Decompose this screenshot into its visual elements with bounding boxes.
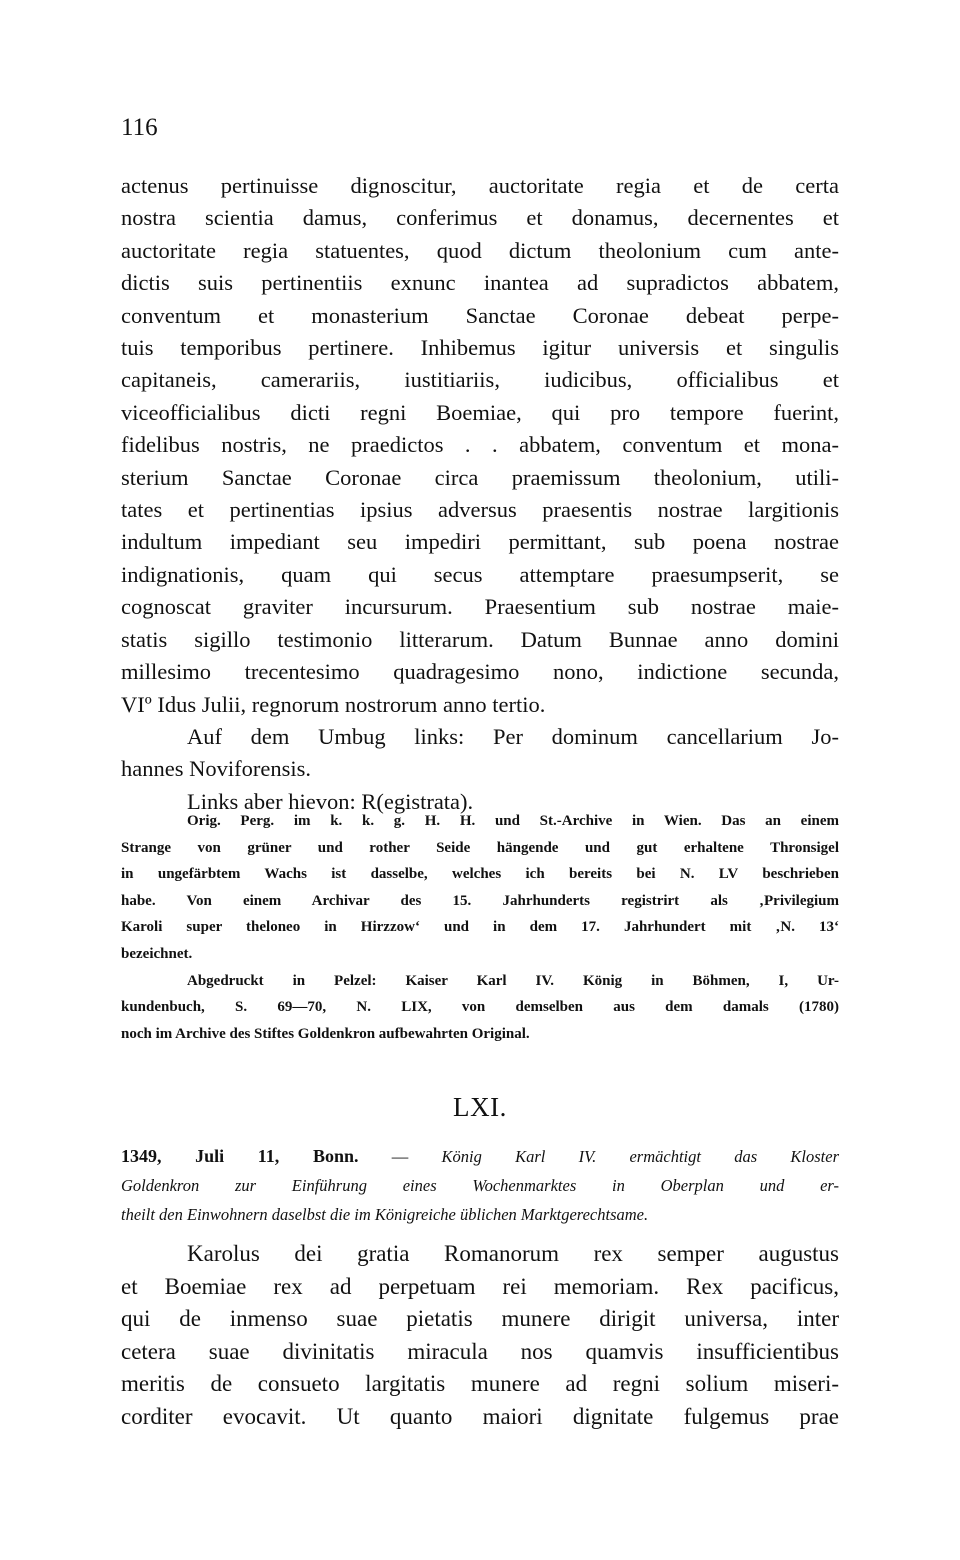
document-number-heading: LXI. [453, 1092, 507, 1122]
text-line: corditer evocavit. Ut quanto maiori dignitate fulgemus prae [121, 1403, 839, 1429]
charter-text-continued [121, 170, 839, 818]
text-line: tates et pertinentias ipsius adversus praesentis nostrae largitionis [121, 497, 839, 523]
note-line: kundenbuch, S. 69—70, N. LIX, von demselben aus dem damals (1780) [121, 999, 839, 1016]
note-line: noch im Archive des Stiftes Goldenkron aufbewahrten Original. [121, 1025, 530, 1042]
archival-notes [121, 808, 839, 1047]
text-line: meritis de consueto largitatis munere ad regni solium miseri- [121, 1371, 839, 1396]
note-line: Abgedruckt in Pelzel: Kaiser Karl IV. König in Böhmen, I, Ur- [187, 972, 839, 989]
text-line: millesimo trecentesimo quadragesimo nono, indictione secunda, [121, 659, 839, 685]
note-line: Orig. Perg. im k. k. g. H. H. und St.-Archive in Wien. Das an einem [187, 813, 839, 829]
text-line: et Boemiae rex ad perpetuam rei memoriam. Rex pacificus, [121, 1273, 839, 1299]
text-line: Links aber hievon: R(egistrata). [187, 788, 474, 814]
regest [121, 1142, 839, 1229]
text-line: capitaneis, camerariis, iustitiariis, iudicibus, officialibus et [121, 367, 839, 393]
text-line: qui de inmenso suae pietatis munere dirigit universa, inter [121, 1306, 839, 1331]
text-line: VIº Idus Julii, regnorum nostrorum anno tertio. [121, 691, 546, 717]
note-line: bezeichnet. [121, 945, 193, 962]
regest-summary-start: König Karl IV. ermächtigt das Kloster [441, 1147, 839, 1166]
text-line: statis sigillo testimonio litterarum. Datum Bunnae anno domini [121, 626, 839, 652]
text-line: Auf dem Umbug links: Per dominum cancellarium Jo- [187, 723, 839, 749]
text-line: cetera suae divinitatis miracula nos quamvis insufficientibus [121, 1338, 839, 1364]
charter-text-new [121, 1238, 839, 1433]
note-line: in ungefärbtem Wachs ist dasselbe, welches ich bereits bei N. LV beschrieben [121, 866, 839, 883]
note-line: habe. Von einem Archivar des 15. Jahrhunderts registrirt als ‚Privilegium [121, 892, 839, 909]
text-line: hannes Noviforensis. [121, 756, 311, 782]
text-line: fidelibus nostris, ne praedictos . . abbatem, conventum et mona- [121, 432, 839, 458]
regest-dash: — [358, 1147, 442, 1166]
text-line: tuis temporibus pertinere. Inhibemus igitur universis et singulis [121, 335, 839, 361]
regest-line: Goldenkron zur Einführung eines Wochenmarktes in Oberplan und er- [121, 1176, 839, 1195]
regest-line [121, 1142, 839, 1171]
text-line: cognoscat graviter incursurum. Praesentium sub nostrae maie- [121, 594, 839, 620]
note-line: Karoli super theloneo in Hirzzow‘ und in dem 17. Jahrhundert mit ‚N. 13‘ [121, 919, 839, 936]
text-line: conventum et monasterium Sanctae Coronae debeat perpe- [121, 302, 839, 328]
regest-date: 1349, Juli 11, Bonn. [121, 1146, 359, 1166]
regest-line: theilt den Einwohnern daselbst die im Königreiche üblichen Marktgerechtsame. [121, 1205, 649, 1224]
text-line: Karolus dei gratia Romanorum rex semper augustus [187, 1241, 839, 1266]
text-line: dictis suis pertinentiis exnunc inantea ad supradictos abbatem, [121, 270, 839, 296]
note-line: Strange von grüner und rother Seide hängende und gut erhaltene Thronsigel [121, 839, 839, 856]
text-line: nostra scientia damus, conferimus et donamus, decernentes et [121, 205, 839, 231]
text-line: actenus pertinuisse dignoscitur, auctoritate regia et de certa [121, 173, 839, 198]
text-line: viceofficialibus dicti regni Boemiae, qui pro tempore fuerint, [121, 399, 839, 425]
page-number: 116 [121, 114, 158, 141]
text-line: indultum impediant seu impediri permittant, sub poena nostrae [121, 529, 839, 555]
text-line: indignationis, quam qui secus attemptare praesumpserit, se [121, 561, 839, 587]
text-line: sterium Sanctae Coronae circa praemissum theolonium, utili- [121, 464, 839, 490]
text-line: auctoritate regia statuentes, quod dictum theolonium cum ante- [121, 237, 839, 263]
